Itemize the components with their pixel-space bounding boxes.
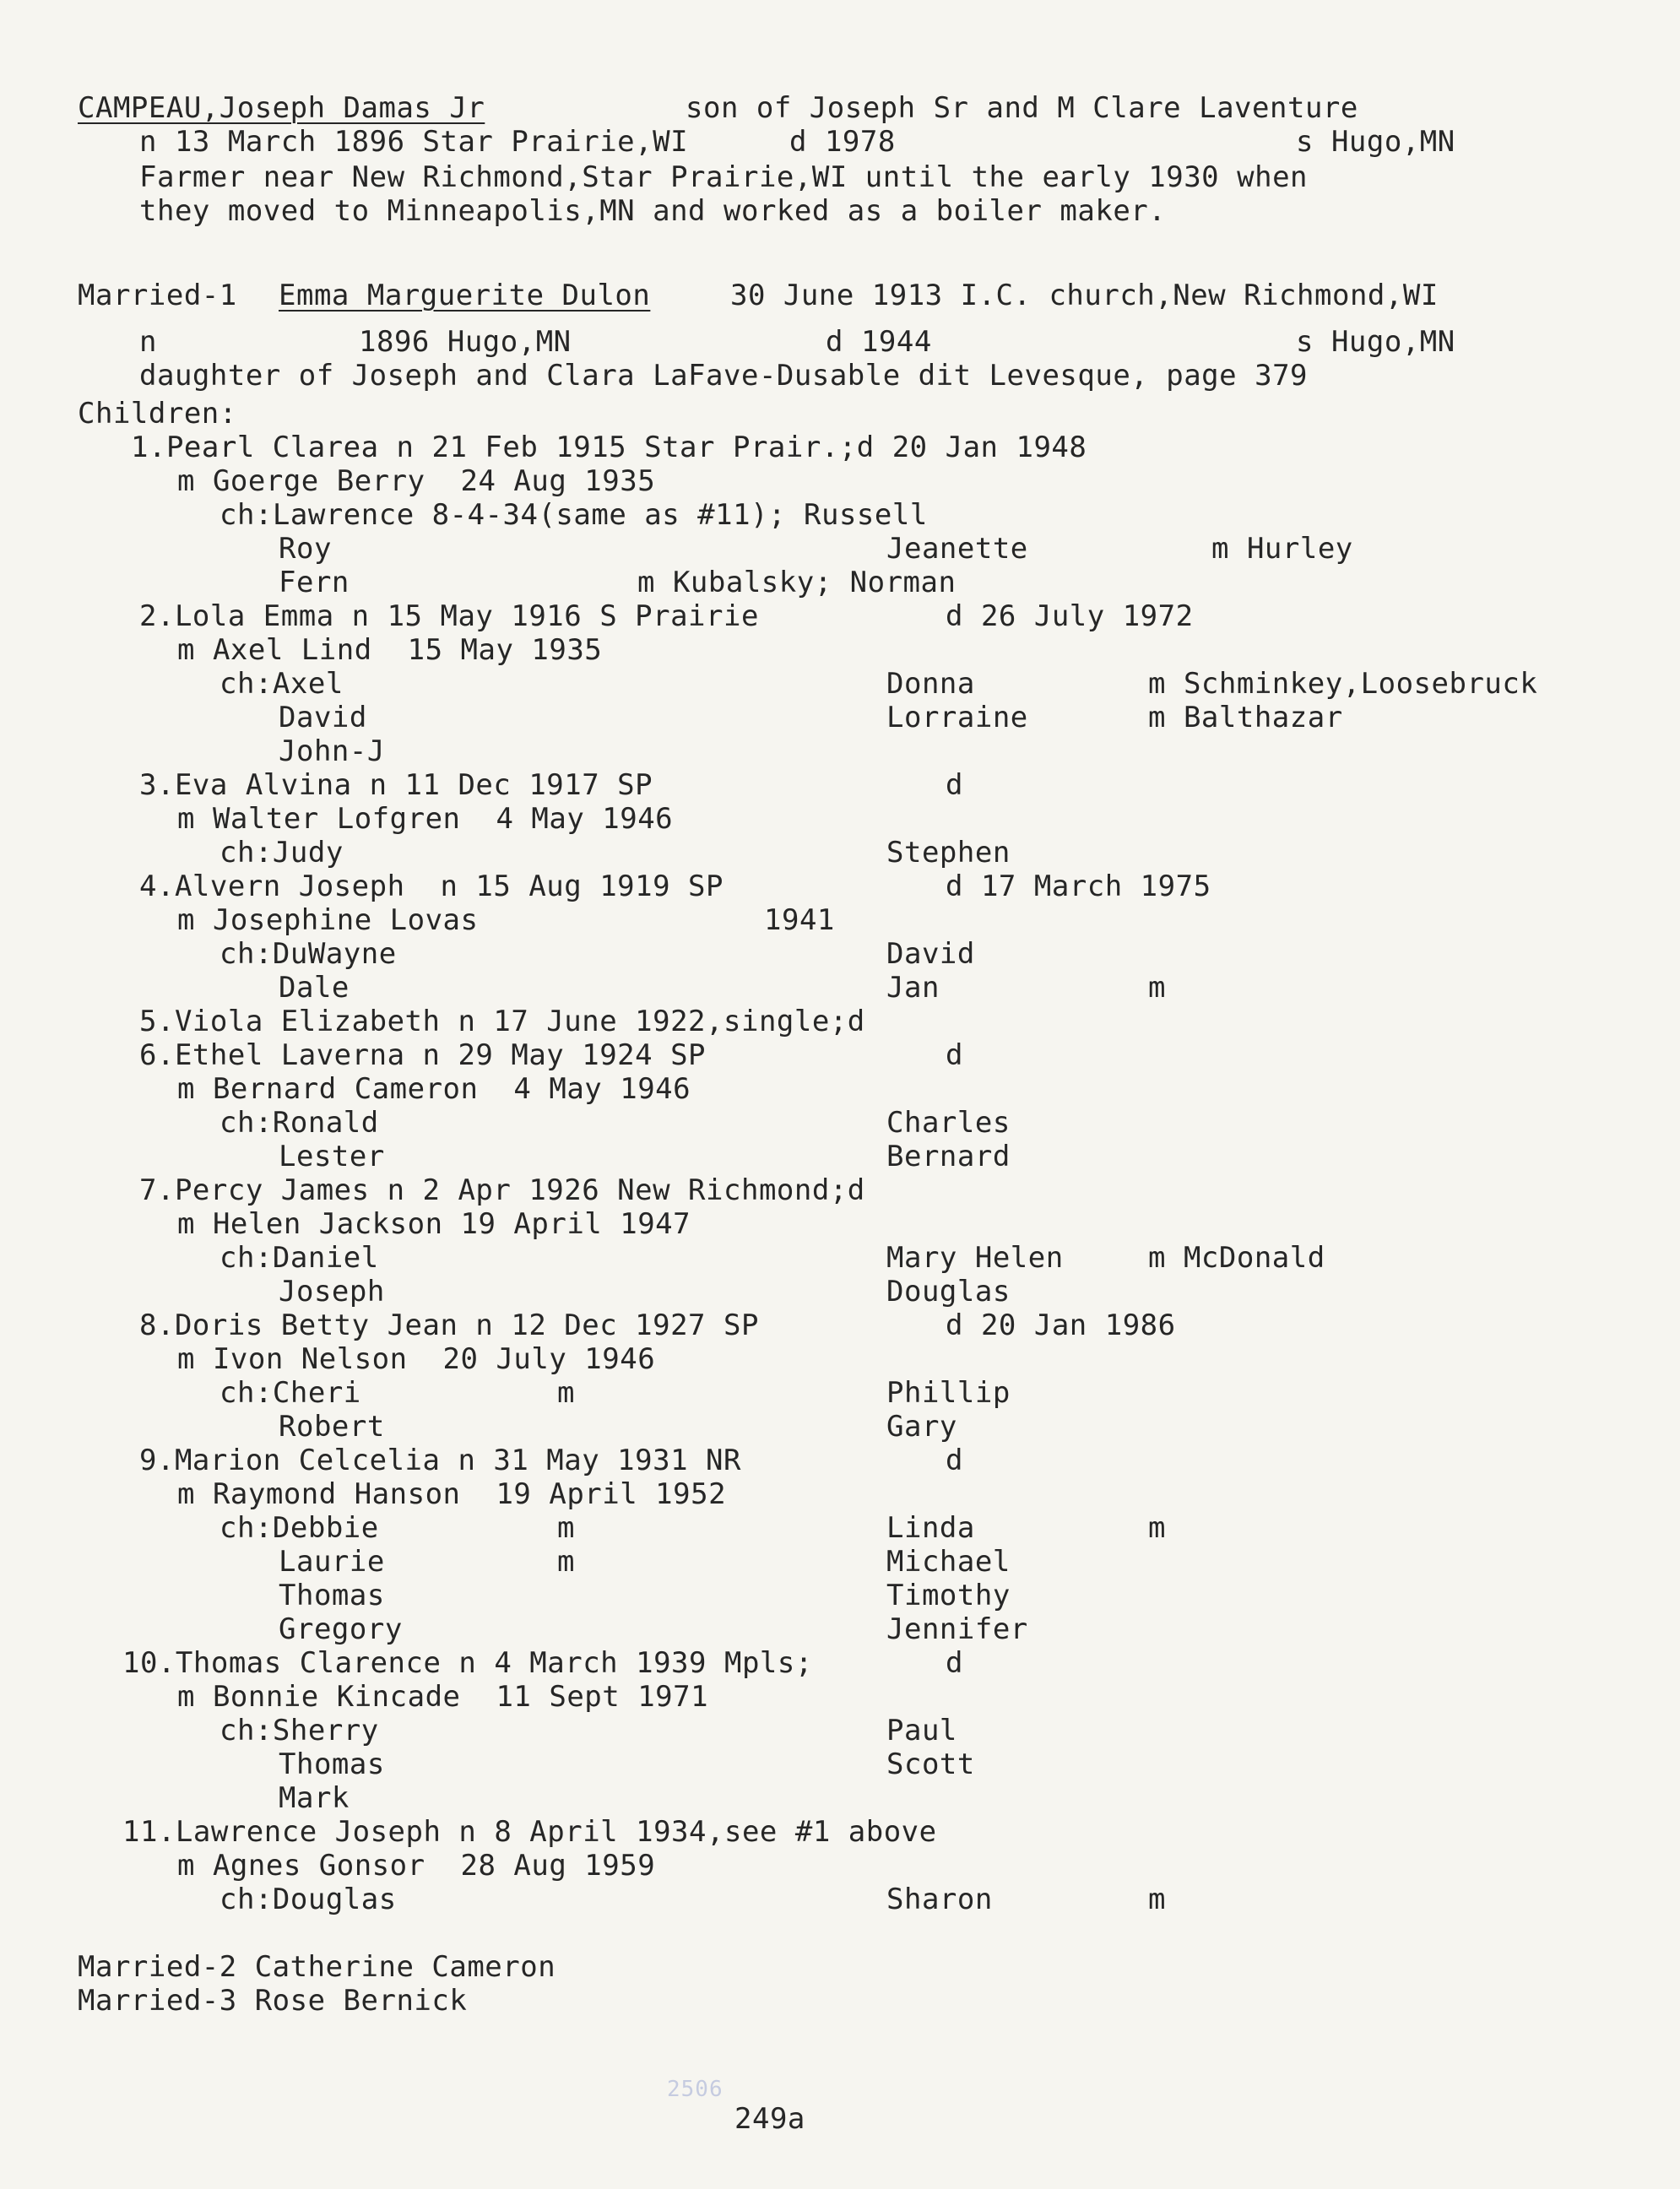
child-entry-line: Paul	[886, 1714, 957, 1747]
child-entry-line: Timothy	[886, 1579, 1011, 1612]
child-entry-line: Thomas	[279, 1747, 385, 1781]
child-entry-line: Dale	[279, 971, 350, 1005]
child-entry-line: m Axel Lind 15 May 1935	[177, 633, 603, 667]
child-entry-line: d 20 Jan 1986	[946, 1309, 1176, 1342]
child-entry-line: Phillip	[886, 1376, 1011, 1410]
spouse-1-birth: 1896 Hugo,MN	[359, 325, 572, 359]
child-entry-line: Thomas	[279, 1579, 385, 1612]
page-number: 249a	[734, 2102, 805, 2136]
child-entry-line: Michael	[886, 1545, 1011, 1579]
child-entry-line: 3.Eva Alvina n 11 Dec 1917 SP	[139, 768, 653, 802]
child-entry-line: m Agnes Gonsor 28 Aug 1959	[177, 1849, 656, 1883]
marriage-3: Married-3 Rose Bernick	[78, 1984, 468, 2018]
child-entry-line: David	[279, 701, 367, 734]
child-entry-line: 1941	[764, 903, 835, 937]
faint-stamp: 2506	[667, 2077, 723, 2102]
child-entry-line: 5.Viola Elizabeth n 17 June 1922,single;d	[139, 1005, 865, 1038]
child-entry-line: d 26 July 1972	[946, 599, 1194, 633]
child-entry-line: Lester	[279, 1140, 385, 1173]
marriage-1-label: Married-1	[78, 279, 237, 312]
child-entry-line: 8.Doris Betty Jean n 12 Dec 1927 SP	[139, 1309, 759, 1342]
child-entry-line: m Schminkey,Loosebruck	[1148, 667, 1538, 701]
child-entry-line: Mary Helen	[886, 1241, 1064, 1275]
child-entry-line: m McDonald	[1148, 1241, 1325, 1275]
child-entry-line: Mark	[279, 1781, 350, 1815]
child-entry-line: m Bernard Cameron 4 May 1946	[177, 1072, 691, 1106]
subject-burial: s Hugo,MN	[1296, 125, 1455, 159]
child-entry-line: Jan	[886, 971, 940, 1005]
child-entry-line: m Raymond Hanson 19 April 1952	[177, 1477, 727, 1511]
child-entry-line: 4.Alvern Joseph n 15 Aug 1919 SP	[139, 870, 724, 903]
child-entry-line: David	[886, 937, 975, 971]
child-entry-line: m Helen Jackson 19 April 1947	[177, 1207, 691, 1241]
child-entry-line: Charles	[886, 1106, 1011, 1140]
child-entry-line: m Kubalsky; Norman	[637, 566, 957, 599]
subject-birth: n 13 March 1896 Star Prairie,WI	[139, 125, 689, 159]
child-entry-line: m Walter Lofgren 4 May 1946	[177, 802, 674, 836]
child-entry-line: m Hurley	[1211, 532, 1353, 566]
child-entry-line: Bernard	[886, 1140, 1011, 1173]
child-entry-line: d	[946, 1444, 963, 1477]
spouse-1-death: d 1944	[826, 325, 932, 359]
child-entry-line: 6.Ethel Laverna n 29 May 1924 SP	[139, 1038, 707, 1072]
child-entry-line: Joseph	[279, 1275, 385, 1309]
child-entry-line: ch:Axel	[219, 667, 344, 701]
marriage-2: Married-2 Catherine Cameron	[78, 1950, 556, 1984]
child-entry-line: m Ivon Nelson 20 July 1946	[177, 1342, 656, 1376]
child-entry-line: 9.Marion Celcelia n 31 May 1931 NR	[139, 1444, 741, 1477]
child-entry-line: ch:DuWayne	[219, 937, 397, 971]
child-entry-line: Jeanette	[886, 532, 1028, 566]
spouse-1-parents: daughter of Joseph and Clara LaFave-Dusable dit Levesque, page 379	[139, 359, 1309, 393]
child-entry-line: ch:Cheri	[219, 1376, 361, 1410]
child-entry-line: Roy	[279, 532, 332, 566]
child-entry-line: m	[1148, 1883, 1166, 1916]
marriage-1-details: 30 June 1913 I.C. church,New Richmond,WI	[730, 279, 1439, 312]
child-entry-line: ch:Daniel	[219, 1241, 379, 1275]
child-entry-line: 10.Thomas Clarence n 4 March 1939 Mpls;	[122, 1646, 813, 1680]
subject-parents: son of Joseph Sr and M Clare Laventure	[686, 91, 1358, 125]
child-entry-line: m	[557, 1545, 575, 1579]
child-entry-line: Lorraine	[886, 701, 1028, 734]
subject-name: CAMPEAU,Joseph Damas Jr	[78, 91, 485, 125]
child-entry-line: d 17 March 1975	[946, 870, 1211, 903]
child-entry-line: m Bonnie Kincade 11 Sept 1971	[177, 1680, 709, 1714]
child-entry-line: m Josephine Lovas	[177, 903, 479, 937]
child-entry-line: m	[1148, 971, 1166, 1005]
spouse-1-birth-marker: n	[139, 325, 157, 359]
child-entry-line: m Goerge Berry 24 Aug 1935	[177, 464, 656, 498]
child-entry-line: ch:Debbie	[219, 1511, 379, 1545]
subject-bio-line-2: they moved to Minneapolis,MN and worked as a boiler maker.	[139, 194, 1167, 228]
child-entry-line: m	[1148, 1511, 1166, 1545]
child-entry-line: ch:Lawrence 8-4-34(same as #11); Russell	[219, 498, 928, 532]
child-entry-line: Sharon	[886, 1883, 993, 1916]
child-entry-line: ch:Judy	[219, 836, 344, 870]
spouse-1-burial: s Hugo,MN	[1296, 325, 1455, 359]
child-entry-line: Stephen	[886, 836, 1011, 870]
child-entry-line: Laurie	[279, 1545, 385, 1579]
child-entry-line: d	[946, 768, 963, 802]
child-entry-line: 11.Lawrence Joseph n 8 April 1934,see #1 above	[122, 1815, 937, 1849]
child-entry-line: 7.Percy James n 2 Apr 1926 New Richmond;d	[139, 1173, 865, 1207]
child-entry-line: m	[557, 1376, 575, 1410]
child-entry-line: Donna	[886, 667, 975, 701]
spouse-1-name: Emma Marguerite Dulon	[279, 279, 651, 312]
children-heading: Children:	[78, 397, 237, 431]
child-entry-line: 2.Lola Emma n 15 May 1916 S Prairie	[139, 599, 759, 633]
child-entry-line: Douglas	[886, 1275, 1011, 1309]
child-entry-line: d	[946, 1646, 963, 1680]
child-entry-line: John-J	[279, 734, 385, 768]
child-entry-line: Scott	[886, 1747, 975, 1781]
child-entry-line: ch:Sherry	[219, 1714, 379, 1747]
child-entry-line: m Balthazar	[1148, 701, 1343, 734]
subject-death: d 1978	[789, 125, 896, 159]
child-entry-line: 1.Pearl Clarea n 21 Feb 1915 Star Prair.;d 20 Jan 1948	[131, 431, 1087, 464]
child-entry-line: Gregory	[279, 1612, 403, 1646]
child-entry-line: Jennifer	[886, 1612, 1028, 1646]
child-entry-line: Gary	[886, 1410, 957, 1444]
subject-bio-line-1: Farmer near New Richmond,Star Prairie,WI until the early 1930 when	[139, 160, 1309, 194]
child-entry-line: Linda	[886, 1511, 975, 1545]
child-entry-line: Fern	[279, 566, 350, 599]
child-entry-line: m	[557, 1511, 575, 1545]
child-entry-line: ch:Ronald	[219, 1106, 379, 1140]
child-entry-line: ch:Douglas	[219, 1883, 397, 1916]
child-entry-line: d	[946, 1038, 963, 1072]
child-entry-line: Robert	[279, 1410, 385, 1444]
